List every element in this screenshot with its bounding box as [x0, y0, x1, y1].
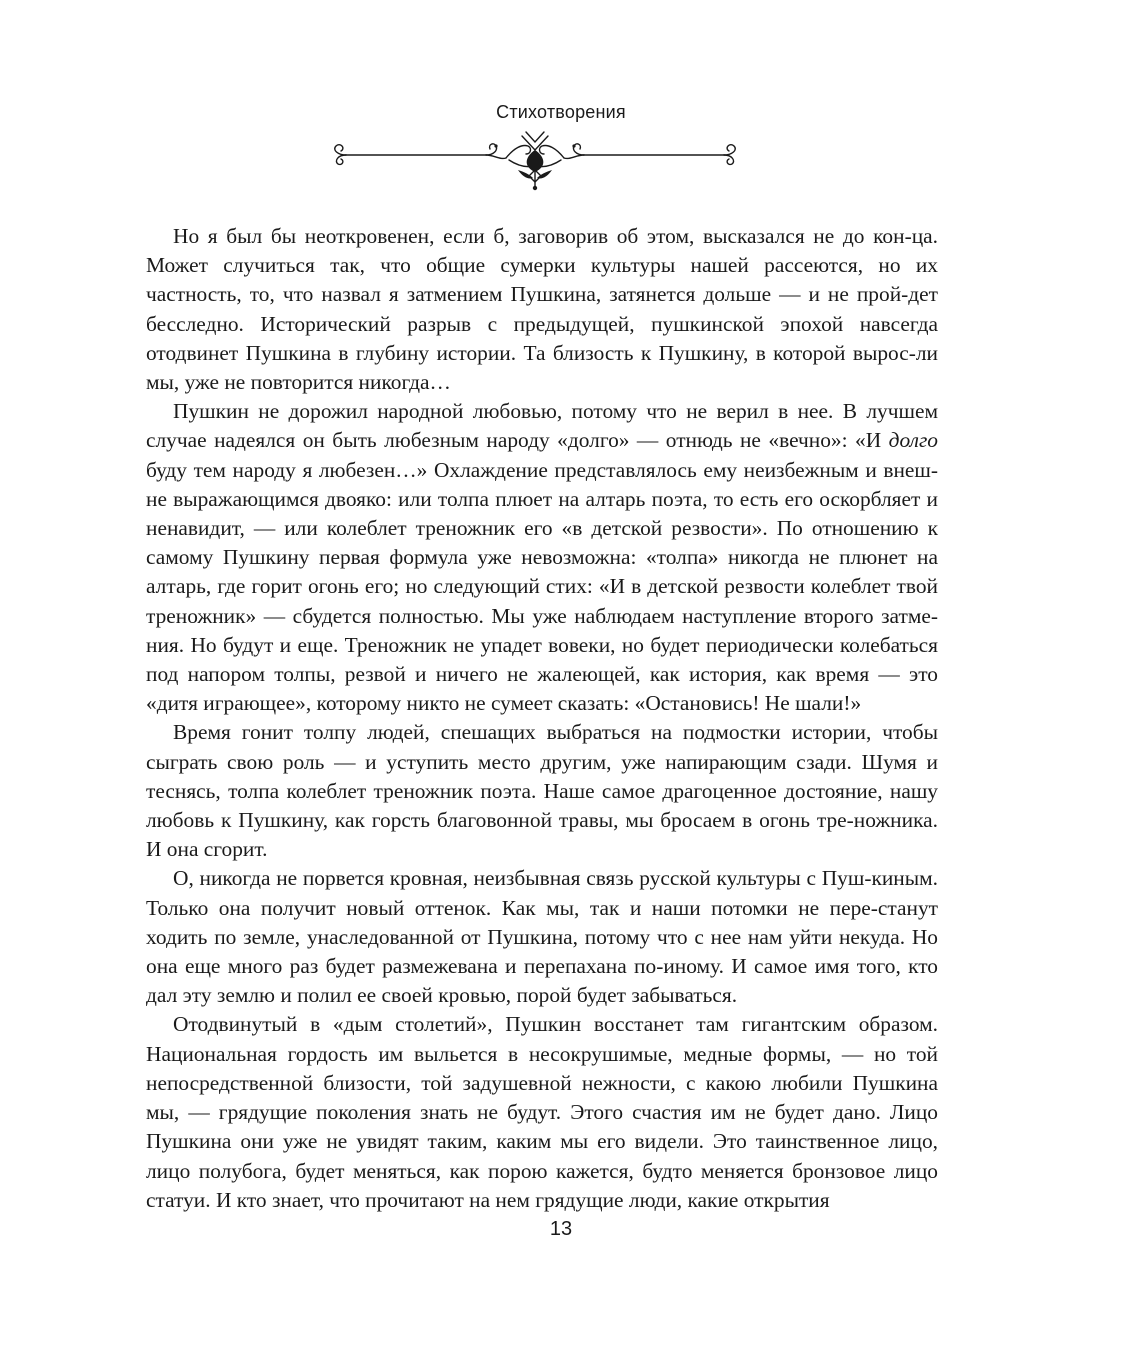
paragraph-3: Время гонит толпу людей, спешащих выбраться на подмостки истории, чтобы сыграть свою роль — и уступить место другим, уже напирающим сзади. Шумя и теснясь, толпа колеблет треножник поэта. Наше самое драгоценное достояние, нашу любовь к Пушкину, как горсть благовонной травы, мы бросаем в огонь тре-ножника. И она сгорит. [146, 720, 938, 862]
paragraph-2 [146, 397, 938, 718]
paragraph-5: Отодвинутый в «дым столетий», Пушкин восстанет там гигантским образом. Национальная гордость им выльется в несокрушимые, медные формы, — но той непосредственной близости, той задушевной нежности, с какою любили Пушкина мы, — грядущие поколения знать не будут. Этого счастия им не будет дано. Лицо Пушкина они уже не увидят таким, каким мы его видели. Это таинственное лицо, лицо полубога, будет меняться, как порою кажется, будто меняется бронзовое лицо статуи. И кто знает, что прочитают на нем грядущие люди, какие открытия [146, 1012, 938, 1212]
paragraph-1: Но я был бы неоткровенен, если б, заговорив об этом, высказался не до кон-ца. Может случиться так, что общие сумерки культуры нашей рассеются, но их частность, то, что назвал я затмением Пушкина, затянется дольше — и не прой-дет бесследно. Исторический разрыв с предыдущей, пушкинской эпохой навсегда отодвинет Пушкина в глубину истории. Та близость к Пушкину, в которой вырос-ли мы, уже не повторится никогда… [146, 224, 938, 395]
page-number: 13 [549, 1218, 573, 1240]
emphasis-dolgo: долго [888, 428, 938, 453]
paragraph-2-part-2: буду тем народу я любезен…» Охлаждение представлялось ему неизбежным и внеш-не выражающимся двояко: или толпа плюет на алтарь поэта, то есть его оскорбляет и ненавидит, — или колеблет треножник его «в детской резвости». По отношению к самому Пушкину первая формула уже невозможна: «толпа» никогда не плюнет на алтарь, где горит огонь его; но следующий стих: «И в детской резвости колеблет твой треножник» — сбудется полностью. Мы уже наблюдаем наступление второго затме-ния. Но будут и еще. Треножник не упадет вовеки, но будет периодически колебаться под напором толпы, резвой и ничего не жалеющей, как история, как время — это «дитя играющее», которому никто не сумеет сказать: «Остановись! Не шали!» [146, 457, 938, 716]
flourish-divider-icon [326, 126, 744, 192]
paragraph-2-part-1: Пушкин не дорожил народной любовью, потому что не верил в нее. В лучшем случае надеялся он быть любезным народу «долго» — отнюдь не «вечно»: «И [146, 399, 938, 453]
paragraph-4: О, никогда не порвется кровная, неизбывная связь русской культуры с Пуш-киным. Только она получит новый оттенок. Как мы, так и наши потомки не пере-станут ходить по земле, унаследованной от Пушкина, потому что с нее нам уйти некуда. Но она еще много раз будет размежевана и перепахана по-иному. И самое имя того, кто дал эту землю и полил ее своей кровью, порой будет забываться. [146, 866, 938, 1008]
body-text [146, 222, 938, 1215]
running-title: Стихотворения [496, 102, 626, 122]
